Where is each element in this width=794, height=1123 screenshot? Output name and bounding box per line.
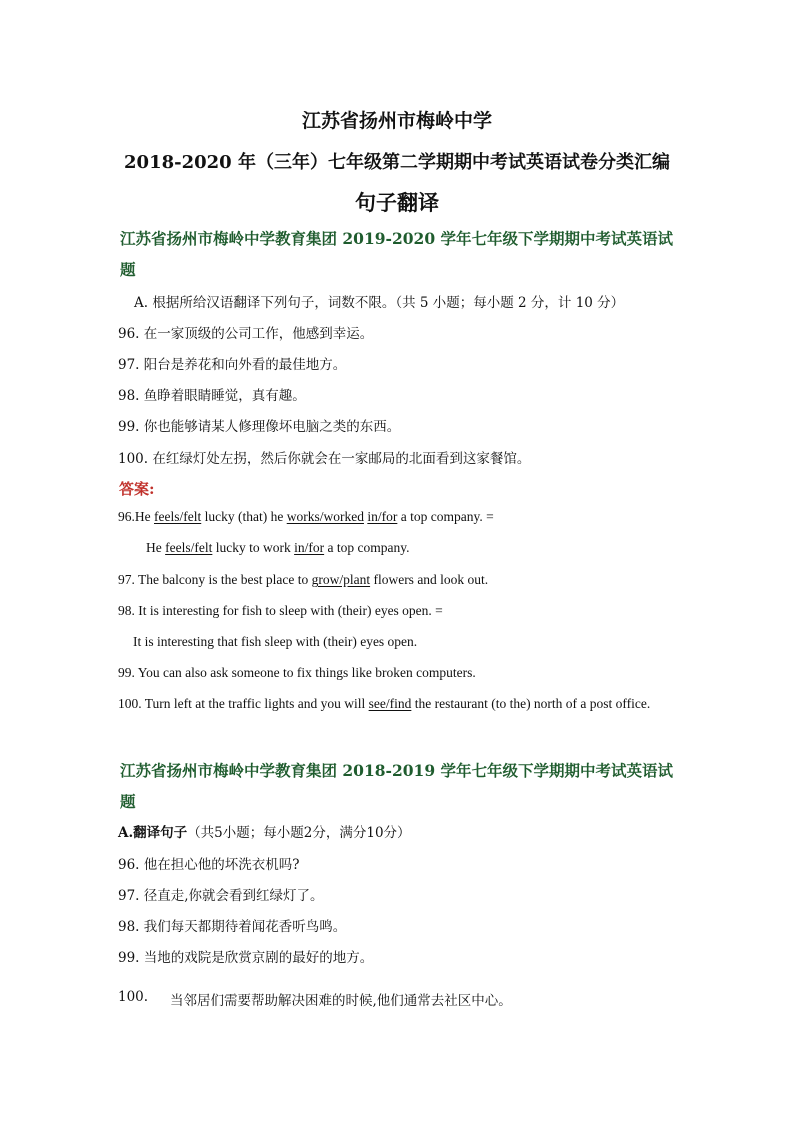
- answer-96-line2: He feels/felt lucky to work in/for a top company.: [146, 540, 410, 555]
- answer-label: 答案:: [119, 480, 155, 498]
- s2-question-96: 96. 他在担心他的坏洗衣机吗?: [118, 857, 300, 873]
- question-99: 99. 你也能够请某人修理像坏电脑之类的东西。: [118, 419, 401, 435]
- answer-98-line1: 98. It is interesting for fish to sleep with (their) eyes open. =: [118, 603, 443, 618]
- answer-96-line1: 96.He feels/felt lucky (that) he works/worked in/for a top company. =: [118, 509, 494, 524]
- s2-question-97: 97. 径直走,你就会看到红绿灯了。: [118, 888, 324, 904]
- topic-title: 句子翻译: [355, 190, 439, 215]
- section2-heading-cont: 题: [120, 792, 136, 811]
- question-100: 100. 在红绿灯处左拐，然后你就会在一家邮局的北面看到这家餐馆。: [118, 451, 531, 467]
- section2-instruction: A.翻译句子（共5小题；每小题2分，满分10分）: [118, 825, 411, 841]
- section1-heading-cont: 题: [120, 260, 136, 279]
- question-97: 97. 阳台是养花和向外看的最佳地方。: [118, 357, 347, 373]
- question-98: 98. 鱼睁着眼睛睡觉，真有趣。: [118, 388, 306, 404]
- document-title: 江苏省扬州市梅岭中学: [301, 110, 492, 132]
- document-subtitle: 2018-2020 年（三年）七年级第二学期期中考试英语试卷分类汇编: [124, 152, 670, 173]
- answer-98-line2: It is interesting that fish sleep with (their) eyes open.: [133, 634, 418, 649]
- s2-question-99: 99. 当地的戏院是欣赏京剧的最好的地方。: [118, 950, 374, 966]
- section1-heading: 江苏省扬州市梅岭中学教育集团 2019-2020 学年七年级下学期期中考试英语试: [120, 229, 674, 248]
- s2-question-100-text: 当邻居们需要帮助解决困难的时候,他们通常去社区中心。: [170, 993, 512, 1009]
- s2-question-98: 98. 我们每天都期待着闻花香听鸟鸣。: [118, 919, 347, 935]
- answer-99: 99. You can also ask someone to fix things like broken computers.: [118, 665, 476, 680]
- question-96: 96. 在一家顶级的公司工作，他感到幸运。: [118, 326, 374, 342]
- answer-100: 100. Turn left at the traffic lights and you will see/find the restaurant (to the) north of a post office.: [118, 696, 651, 711]
- answer-97: 97. The balcony is the best place to grow/plant flowers and look out.: [118, 572, 489, 587]
- section1-instruction: A. 根据所给汉语翻译下列句子，词数不限。（共 5 小题；每小题 2 分，计 10 分）: [134, 295, 625, 311]
- section2-heading: 江苏省扬州市梅岭中学教育集团 2018-2019 学年七年级下学期期中考试英语试: [120, 761, 674, 780]
- s2-question-100-number: 100.: [118, 989, 149, 1005]
